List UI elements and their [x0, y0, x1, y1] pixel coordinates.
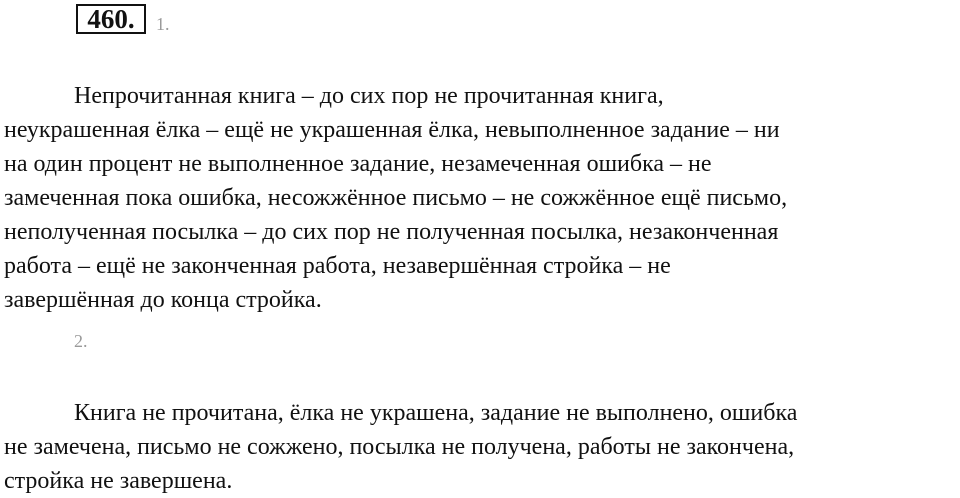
- paragraph-line: Книга не прочитана, ёлка не украшена, задание не выполнено, ошибка: [74, 400, 798, 426]
- exercise-number-box: [76, 4, 146, 34]
- paragraph-line: неукрашенная ёлка – ещё не украшенная ёлка, невыполненное задание – ни: [4, 117, 780, 143]
- paragraph-line: неполученная посылка – до сих пор не полученная посылка, незаконченная: [4, 219, 779, 245]
- part-1-label: 1.: [156, 14, 170, 34]
- paragraph-line: завершённая до конца стройка.: [4, 287, 322, 313]
- paragraph-line: на один процент не выполненное задание, незамеченная ошибка – не: [4, 151, 712, 177]
- exercise-number: 460.: [87, 4, 135, 34]
- paragraph-line: Непрочитанная книга – до сих пор не прочитанная книга,: [74, 83, 664, 109]
- paragraph-line: не замечена, письмо не сожжено, посылка не получена, работы не закончена,: [4, 434, 795, 460]
- paragraph-line: работа – ещё не законченная работа, незавершённая стройка – не: [4, 253, 671, 279]
- paragraph-line: замеченная пока ошибка, несожжённое письмо – не сожжённое ещё письмо,: [4, 185, 788, 211]
- part-2-label: 2.: [74, 331, 88, 351]
- part-1-paragraph: [4, 79, 960, 317]
- part-2-paragraph: [4, 396, 960, 498]
- paragraph-line: стройка не завершена.: [4, 468, 233, 494]
